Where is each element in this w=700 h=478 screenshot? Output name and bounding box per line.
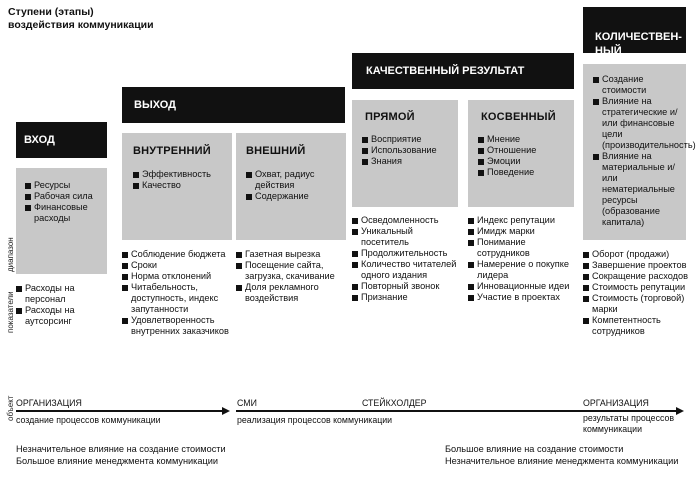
list-item: Повторный звонок — [352, 281, 462, 292]
kol-indicators — [583, 249, 688, 337]
axis-line-2 — [236, 410, 676, 412]
indirect-header: КОСВЕННЫЙ — [481, 111, 556, 123]
list-item: Осведомленность — [352, 215, 462, 226]
box-indirect — [468, 100, 574, 207]
list-item: Расходы на персонал — [16, 283, 111, 305]
list-item: Использование — [362, 145, 454, 156]
axis-object-stakeholder: СТЕЙКХОЛДЕР — [362, 398, 427, 408]
list-item: Охват, радиус действия — [246, 169, 342, 191]
axis-object-organization-2: ОРГАНИЗАЦИЯ — [583, 398, 649, 408]
bottom-right-line-2: Незначительное влияние менеджмента коммуникации — [445, 456, 679, 466]
list-item: Понимание сотрудников — [468, 237, 578, 259]
list-item: Эффективность — [133, 169, 228, 180]
header-kach: КАЧЕСТВЕННЫЙ РЕЗУЛЬТАТ — [352, 53, 574, 89]
axis-object-organization-1: ОРГАНИЗАЦИЯ — [16, 398, 82, 408]
vhod-indicators — [16, 283, 111, 327]
axis-process-creation: создание процессов коммуникации — [16, 415, 161, 425]
list-item: Имидж марки — [468, 226, 578, 237]
list-item: Читабельность, доступность, индекс запутанности — [122, 282, 234, 315]
header-kol: КОЛИЧЕСТВЕН- НЫЙ — [583, 7, 686, 53]
list-item: Содержание — [246, 191, 342, 202]
list-item: Уникальный посетитель — [352, 226, 462, 248]
list-item: Компетентность сотрудников — [583, 315, 688, 337]
kol-results-list — [593, 74, 696, 228]
list-item: Удовлетворенность внутренних заказчиков — [122, 315, 234, 337]
bottom-left-notes — [16, 443, 226, 467]
list-item: Поведение — [478, 167, 570, 178]
list-item: Инновационные идеи — [468, 281, 578, 292]
list-item: Влияние на стратегические и/или финансовые цели (производительность) — [593, 96, 683, 151]
title-line-2: воздействия коммуникации — [8, 19, 154, 31]
list-item: Качество — [133, 180, 228, 191]
vhod-resources-list — [25, 180, 103, 224]
direct-list — [362, 134, 454, 167]
list-item: Стоимость репутации — [583, 282, 688, 293]
bottom-right-line-1: Большое влияние на создание стоимости — [445, 444, 624, 454]
list-item: Признание — [352, 292, 462, 303]
external-indicators — [236, 249, 348, 304]
list-item: Газетная вырезка — [236, 249, 348, 260]
list-item: Рабочая сила — [25, 191, 103, 202]
list-item: Сокращение расходов — [583, 271, 688, 282]
list-item: Мнение — [478, 134, 570, 145]
list-item: Намерение о покупке лидера — [468, 259, 578, 281]
box-vhod — [16, 168, 107, 274]
title-line-1: Ступени (этапы) — [8, 6, 94, 18]
external-list — [246, 169, 342, 202]
axis-process-results — [583, 413, 683, 435]
list-item: Доля рекламного воздействия — [236, 282, 348, 304]
bottom-left-line-2: Большое влияние менеджмента коммуникации — [16, 456, 219, 466]
list-item: Знания — [362, 156, 454, 167]
external-header: ВНЕШНИЙ — [246, 145, 306, 157]
list-item: Восприятие — [362, 134, 454, 145]
list-item: Норма отклонений — [122, 271, 234, 282]
bottom-left-line-1: Незначительное влияние на создание стоимости — [16, 444, 226, 454]
box-kol — [583, 64, 696, 240]
header-vhod: ВХОД — [16, 122, 107, 158]
indirect-list — [478, 134, 570, 178]
axis-process-results-text: результаты процессов коммуникации — [583, 413, 675, 434]
bottom-right-notes — [445, 443, 678, 467]
box-internal — [122, 133, 232, 240]
axis-process-realization: реализация процессов коммуникации — [237, 415, 393, 425]
list-item: Количество читателей одного издания — [352, 259, 462, 281]
list-item: Влияние на материальные и/или нематериальные ресурсы (образование капитала) — [593, 151, 683, 228]
internal-list — [133, 169, 228, 191]
list-item: Завершение проектов — [583, 260, 688, 271]
list-item: Расходы на аутсорсинг — [16, 305, 111, 327]
indirect-indicators — [468, 215, 578, 303]
list-item: Отношение — [478, 145, 570, 156]
side-label-object: объект — [6, 395, 15, 421]
header-vyhod: ВЫХОД — [122, 87, 345, 123]
list-item: Создание стоимости — [593, 74, 683, 96]
box-external — [236, 133, 346, 240]
list-item: Стоимость (торговой) марки — [583, 293, 688, 315]
axis-arrow-icon — [222, 407, 230, 415]
list-item: Ресурсы — [25, 180, 103, 191]
box-direct — [352, 100, 458, 207]
internal-header: ВНУТРЕННИЙ — [133, 145, 211, 157]
internal-indicators — [122, 249, 234, 337]
diagram-title — [8, 6, 154, 32]
list-item: Участие в проектах — [468, 292, 578, 303]
side-label-range: диапазон — [6, 237, 15, 272]
list-item: Посещение сайта, загрузка, скачивание — [236, 260, 348, 282]
list-item: Эмоции — [478, 156, 570, 167]
list-item: Сроки — [122, 260, 234, 271]
direct-indicators — [352, 215, 462, 303]
side-label-indicators: показатели — [6, 291, 15, 333]
list-item: Соблюдение бюджета — [122, 249, 234, 260]
list-item: Продолжительность — [352, 248, 462, 259]
list-item: Индекс репутации — [468, 215, 578, 226]
direct-header: ПРЯМОЙ — [365, 111, 415, 123]
axis-line-1 — [16, 410, 224, 412]
list-item: Финансовые расходы — [25, 202, 103, 224]
list-item: Оборот (продажи) — [583, 249, 688, 260]
axis-object-media: СМИ — [237, 398, 257, 408]
